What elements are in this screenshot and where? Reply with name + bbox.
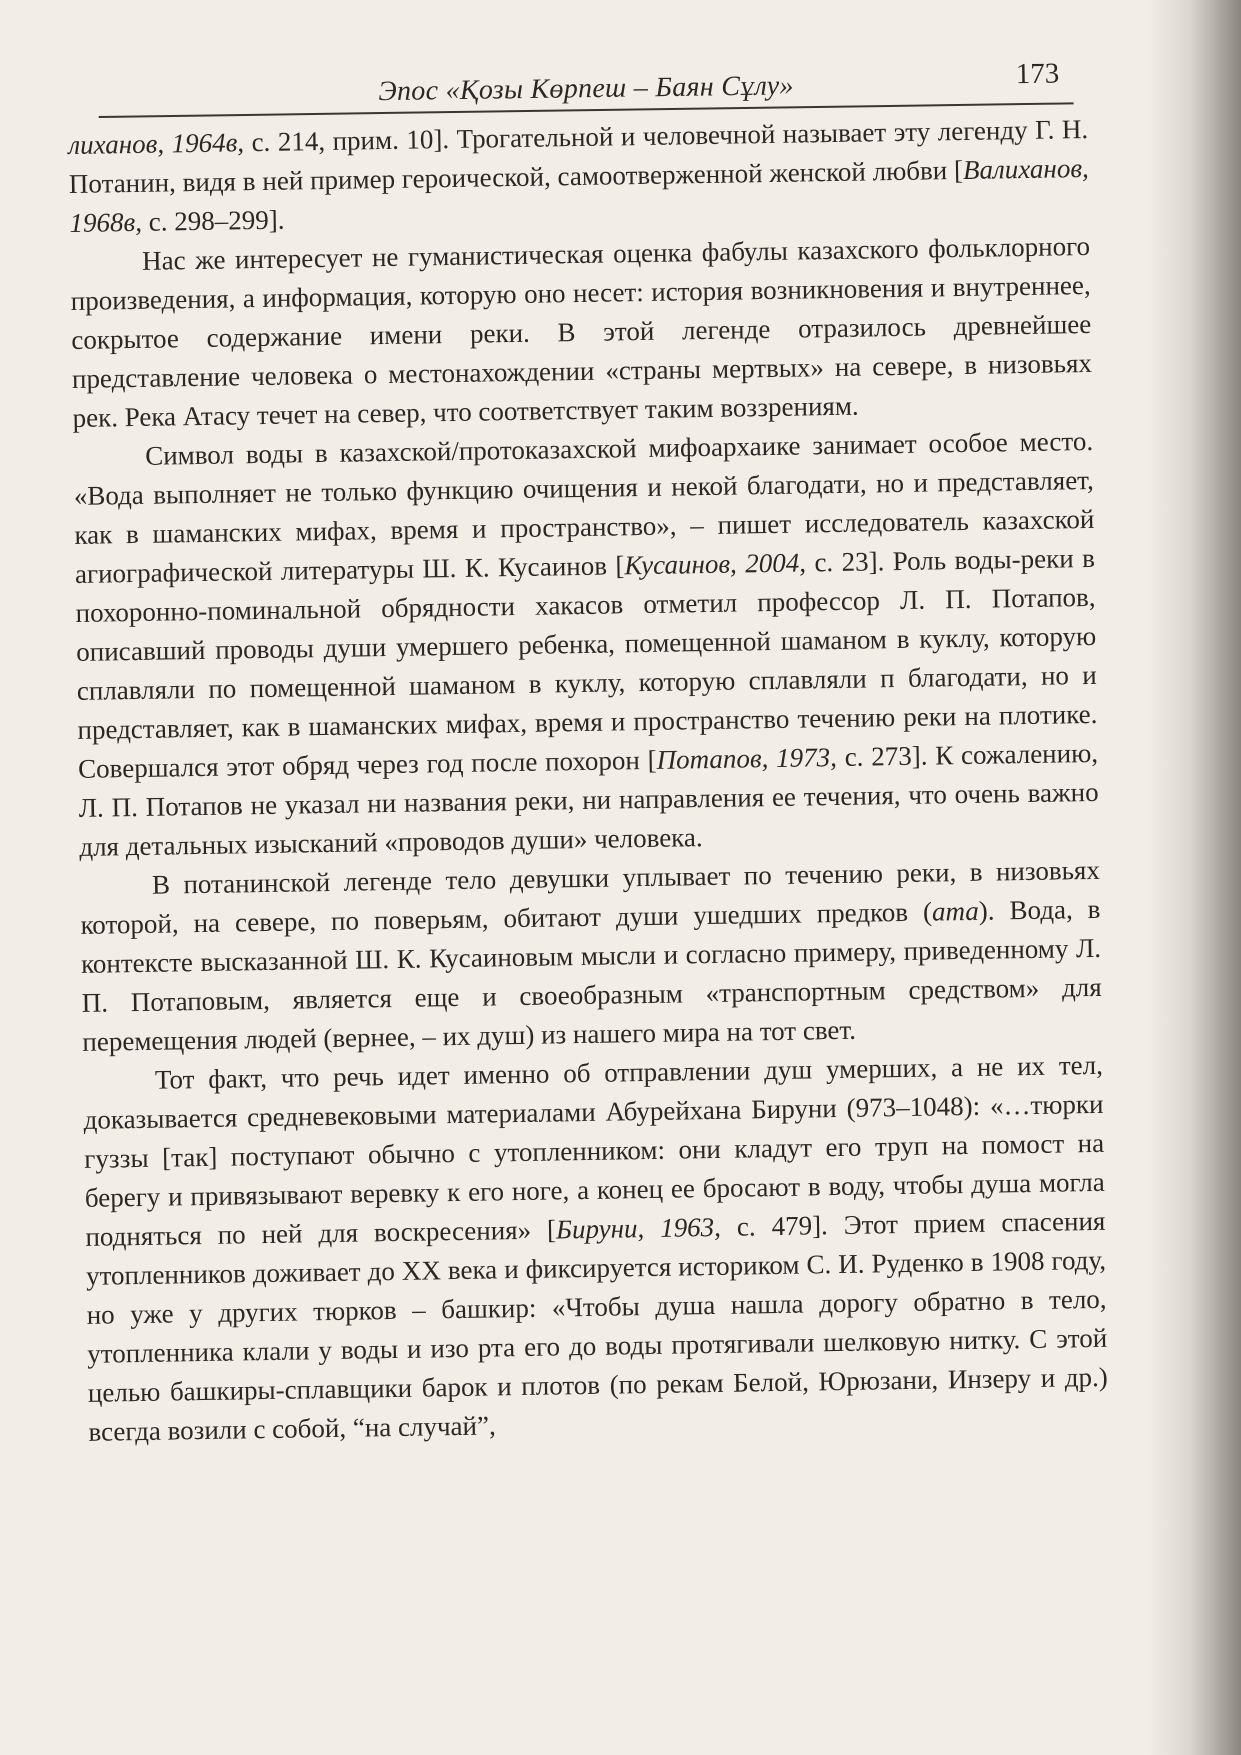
paragraph [83, 1046, 1109, 1452]
text-run: с. 23]. Роль воды-реки в похоронно-поминальной обрядности хакасов отметил профессор Л. П. Потапов, описавший проводы души умершего ребенка, помещенной шаманом в куклу, которую сплавляли по помещенной шаманом в куклу, которую сплавляли п благодати, но и представляет, как в шаманских мифах, время и пространство течению реки на плотике. Совершался этот обряд через год после похорон [ [75, 542, 1098, 784]
text-run: Нас же интересует не гуманистическая оценка фабулы казахского фольклорного произведения, а информация, которую оно несет: история возникновения и внутреннее, сокрытое содержание имени реки. В этой легенде отразилось древнейшее представление человека о местонахождении «страны мертвых» на севере, в низовьях рек. Река Атасу течет на север, что соответствует таким воззрениям. [70, 230, 1093, 433]
paragraph [80, 851, 1103, 1062]
text-run: ). Вода, в контексте высказанной Ш. К. Кусаиновым мысли и согласно примеру, приведенному Л. П. Потаповым, является еще и своеобразным «транспортным средством» для перемещения людей (вернее, – их душ) из нашего мира на тот свет. [80, 893, 1102, 1057]
body-text [68, 110, 1109, 1452]
text-run: Символ воды в казахской/протоказахской мифоархаике занимает особое место. «Вода выполняет не только функцию очищения и некой благодати, но и представляет, как в шаманских мифах, время и пространство», – пишет исследователь казахской агиографической литературы Ш. К. Кусаинов [ [73, 425, 1095, 589]
citation: Кусаинов, 2004, [624, 547, 807, 581]
term: ата [931, 895, 980, 927]
text-run: Тот факт, что речь идет именно об отправлении душ умерших, а не их тел, доказывается средневековыми материалами Абурейхана Бируни (973–1048): «…тюрки гуззы [так] поступают обычно с утопленником: они кладут его труп на помост на берегу и привязывают веревку к его ноге, а конец ее бросают в воду, чтобы душа могла подняться по ней для воскресения» [ [83, 1049, 1105, 1252]
paragraph [73, 422, 1100, 867]
citation: Валиханов, 1968в, [69, 152, 1090, 238]
page-gutter-shadow [1146, 0, 1241, 1755]
page-number: 173 [1015, 57, 1060, 91]
running-header [98, 52, 1074, 116]
text-run: с. 214, прим. 10]. Трогательной и человечной называет эту легенду Г. Н. Потанин, видя в ней пример героической, самоотверженной женской любви [ [68, 113, 1089, 199]
citation: Бируни, 1963, [555, 1211, 722, 1245]
citation: Потапов, 1973, [656, 742, 838, 775]
text-run: с. 298–299]. [141, 204, 285, 237]
paragraph [70, 227, 1093, 438]
paragraph [68, 110, 1090, 243]
text-run: В потанинской легенде тело девушки уплывает по течению реки, в низовьях которой, на севере, по поверьям, обитают души ушедших предков ( [80, 854, 1101, 940]
citation: лиханов, 1964в, [68, 127, 245, 160]
running-title: Эпос «Қозы Көрпеш – Баян Сұлу» [378, 70, 794, 108]
text-run: с. 273]. К сожалению, Л. П. Потапов не указал ни названия реки, ни направления ее течения, что очень важно для детальных изысканий «проводов души» человека. [78, 737, 1099, 862]
text-run: с. 479]. Этот прием спасения утопленников доживает до XX века и фиксируется историком С. И. Руденко в 1908 году, но уже у других тюрков – башкир: «Чтобы душа нашла дорогу обратно в тело, утопленника клали у воды и изо рта его до воды протягивали шелковую нитку. С этой целью башкиры-сплавщики барок и плотов (по рекам Белой, Юрюзани, Инзеру и др.) всегда возили с собой, “на случай”, [85, 1205, 1109, 1447]
